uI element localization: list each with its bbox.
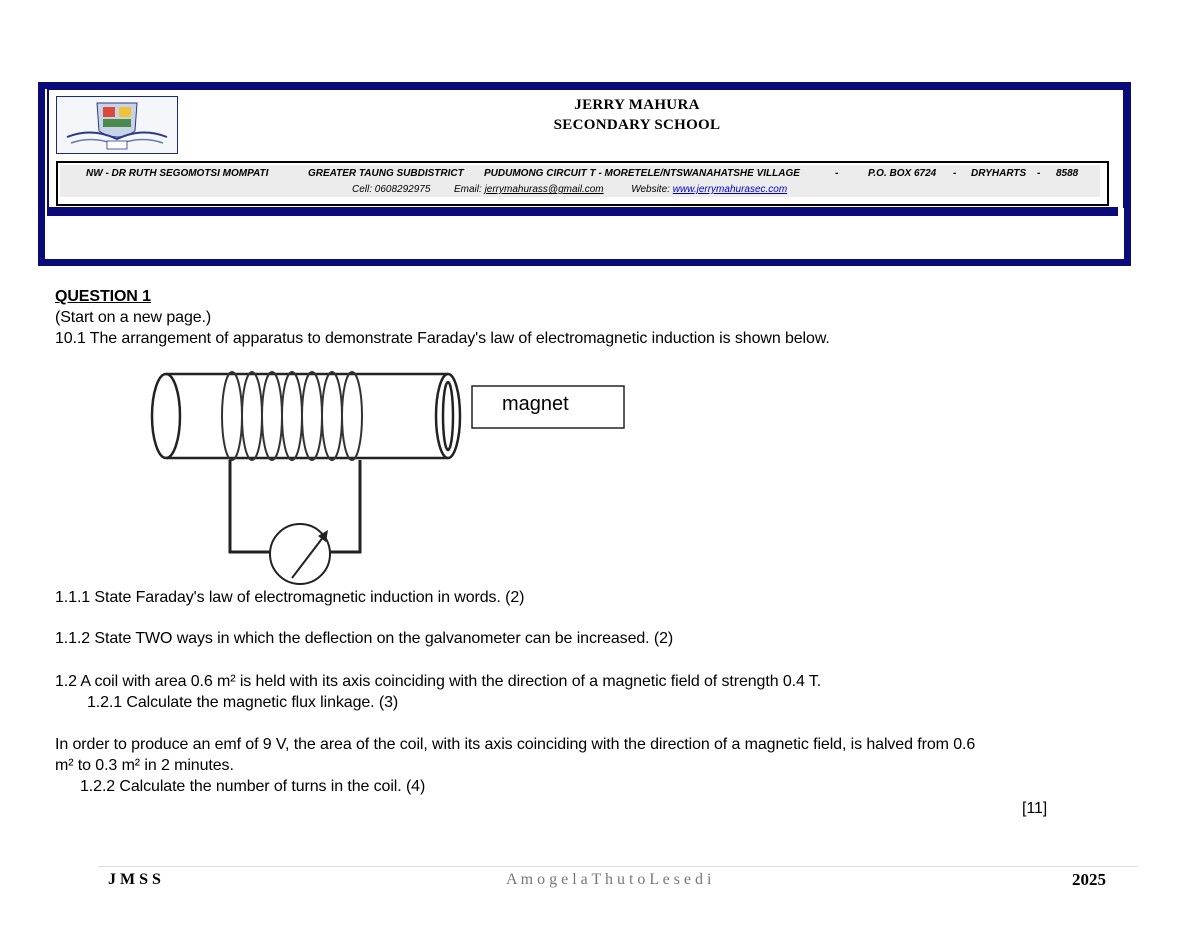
question-title: QUESTION 1	[55, 288, 151, 305]
school-name-line1: JERRY MAHURA	[574, 97, 700, 113]
solenoid-tube	[152, 374, 460, 458]
cell-number: 0608292975	[374, 184, 431, 195]
website-label: Website:	[631, 184, 670, 195]
website-link[interactable]: www.jerrymahurasec.com	[672, 184, 788, 195]
context-line-1: In order to produce an emf of 9 V, the area of the coil, with its axis coinciding with the direction of a magnetic field, is halved from 0.6	[55, 736, 976, 753]
question-1-2-2: 1.2.2 Calculate the number of turns in the coil. (4)	[80, 778, 426, 795]
school-logo	[56, 96, 178, 154]
question-1-2-1: 1.2.1 Calculate the magnetic flux linkage. (3)	[87, 694, 399, 711]
coil-windings	[222, 372, 362, 460]
letterhead-divider	[47, 207, 1118, 216]
question-1-1-2: 1.1.2 State TWO ways in which the deflection on the galvanometer can be increased. (2)	[55, 630, 674, 647]
address-separator: -	[1037, 168, 1041, 179]
address-separator: -	[835, 168, 839, 179]
question-1-1-1: 1.1.1 State Faraday's law of electromagnetic induction in words. (2)	[55, 589, 525, 606]
footer-school-initials: J M S S	[108, 871, 161, 888]
address-po-box: P.O. BOX 6724	[868, 168, 937, 179]
address-circuit-village: PUDUMONG CIRCUIT T - MORETELE/NTSWANAHATSHE VILLAGE	[484, 168, 800, 179]
magnet-label: magnet	[502, 393, 569, 415]
address-province-district: NW - DR RUTH SEGOMOTSI MOMPATI	[86, 168, 269, 179]
induction-apparatus-diagram	[140, 360, 640, 590]
email-link[interactable]: jerrymahurass@gmail.com	[484, 184, 604, 195]
contact-line	[352, 184, 787, 195]
address-separator: -	[953, 168, 957, 179]
school-name-line2: SECONDARY SCHOOL	[553, 117, 721, 133]
cell-label: Cell:	[352, 184, 373, 195]
question-intro: 10.1 The arrangement of apparatus to demonstrate Faraday's law of electromagnetic induction is shown below.	[55, 330, 830, 347]
question-instruction: (Start on a new page.)	[55, 309, 212, 326]
footer-divider	[98, 866, 1138, 867]
address-postal-code: 8588	[1056, 168, 1079, 179]
address-town: DRYHARTS	[971, 168, 1027, 179]
question-1-2: 1.2 A coil with area 0.6 m² is held with its axis coinciding with the direction of a magnetic field of strength 0.4 T.	[55, 673, 822, 690]
footer-motto: A m o g e l a T h u t o L e s e d i	[506, 871, 712, 888]
address-subdistrict: GREATER TAUNG SUBDISTRICT	[308, 168, 464, 179]
email-label: Email:	[453, 184, 482, 195]
total-marks: [11]	[1022, 800, 1048, 817]
school-crest-icon	[57, 97, 177, 153]
context-line-2: m² to 0.3 m² in 2 minutes.	[55, 757, 234, 774]
footer-year: 2025	[1072, 870, 1106, 889]
galvanometer-icon	[270, 524, 330, 584]
